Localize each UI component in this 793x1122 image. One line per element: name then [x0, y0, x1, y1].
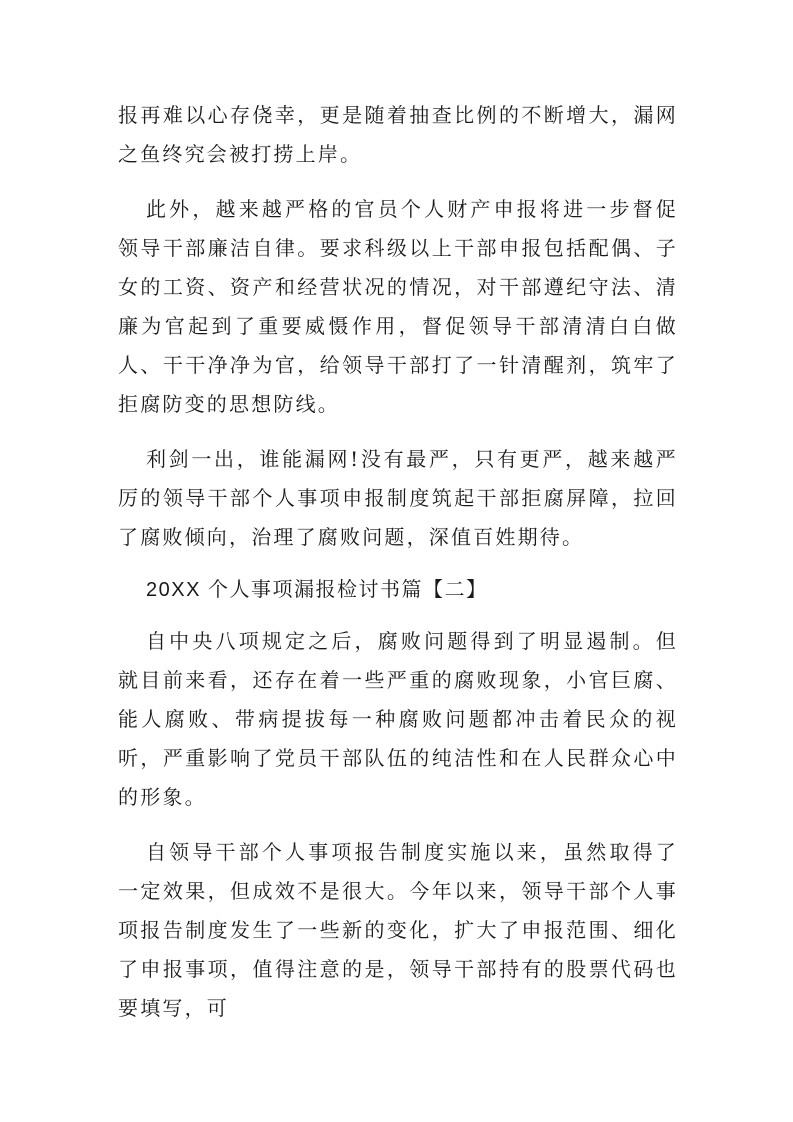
paragraph-continuation: 报再难以心存侥幸，更是随着抽查比例的不断增大，漏网之鱼终究会被打捞上岸。: [118, 103, 678, 166]
paragraph-sharp-sword: 利剑一出，谁能漏网!没有最严，只有更严，越来越严厉的领导干部个人事项申报制度筑起干部拒腐屏障，拉回了腐败倾向，治理了腐败问题，深值百姓期待。: [118, 447, 678, 549]
document-body: [118, 96, 678, 1030]
paragraph-eight-rules: 自中央八项规定之后，腐败问题得到了明显遏制。但就目前来看，还存在着一些严重的腐败现象，小官巨腐、能人腐败、带病提拔每一种腐败问题都冲击着民众的视听，严重影响了党员干部队伍的纯洁性和在人民群众心中的形象。: [118, 629, 678, 809]
paragraph-reporting-system: 自领导干部个人事项报告制度实施以来，虽然取得了一定效果，但成效不是很大。今年以来，领导干部个人事项报告制度发生了一些新的变化，扩大了申报范围、细化了申报事项，值得注意的是，领导干部持有的股票代码也要填写，可: [118, 840, 678, 1020]
paragraph-asset-declaration: 此外，越来越严格的官员个人财产申报将进一步督促领导干部廉洁自律。要求科级以上干部申报包括配偶、子女的工资、资产和经营状况的情况，对干部遵纪守法、清廉为官起到了重要威慑作用，督促领导干部清清白白做人、干干净净为官，给领导干部打了一针清醒剂，筑牢了拒腐防变的思想防线。: [118, 197, 678, 416]
section-heading: 20XX 个人事项漏报检讨书篇【二】: [146, 579, 488, 601]
